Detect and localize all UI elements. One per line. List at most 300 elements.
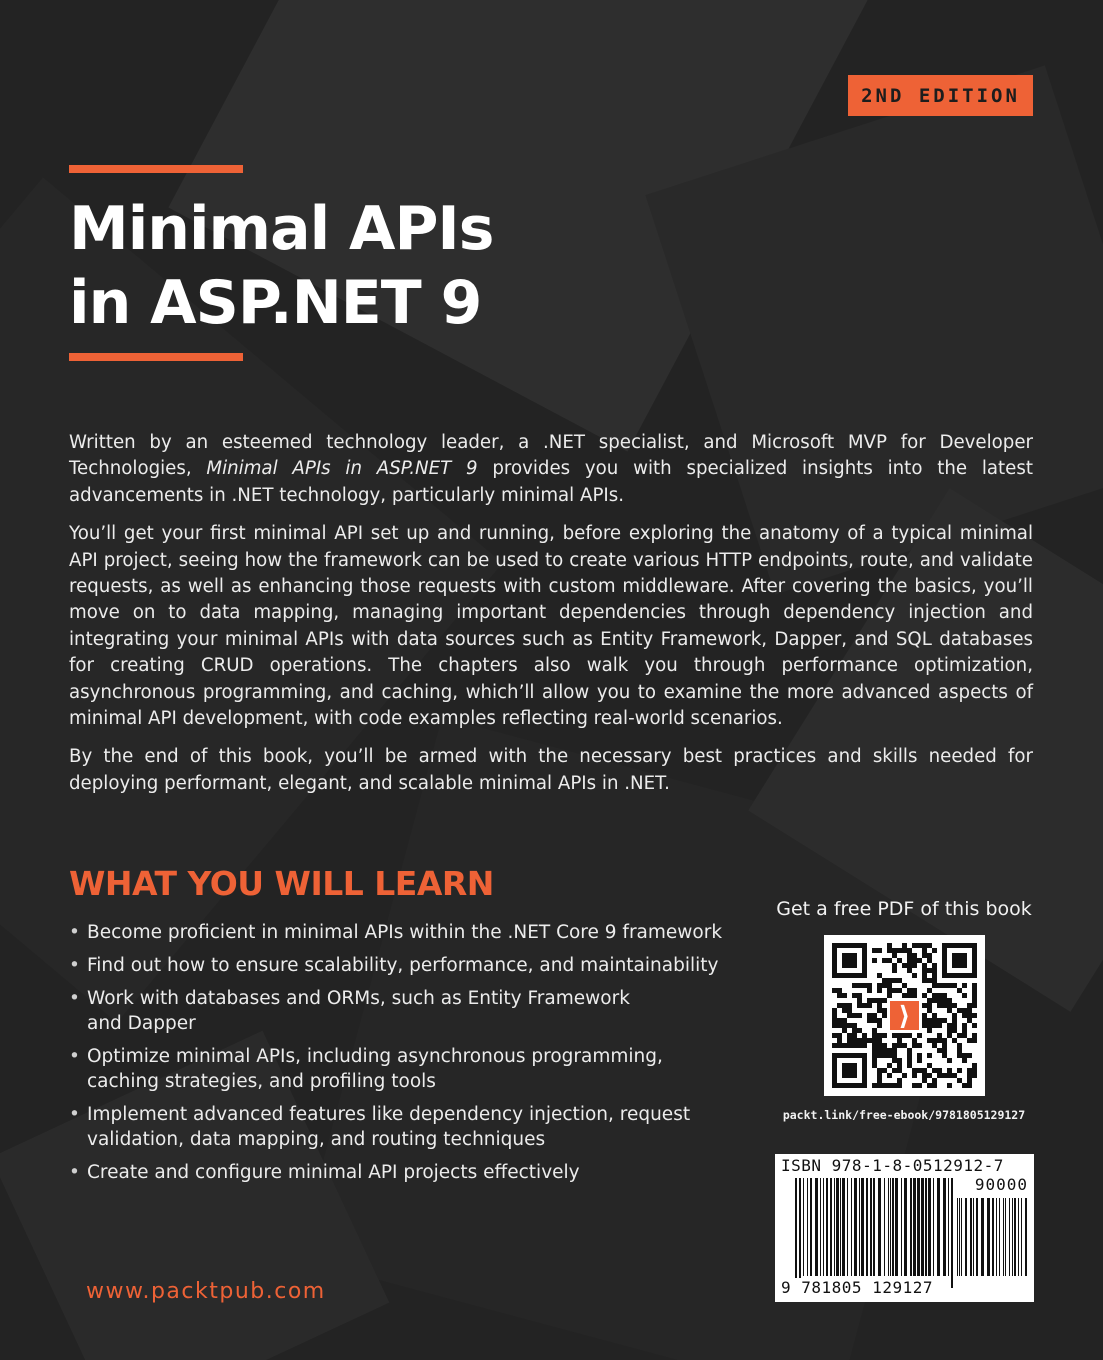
qr-module xyxy=(932,1083,937,1088)
qr-module xyxy=(942,1048,947,1053)
qr-module xyxy=(927,1008,932,1013)
title-line-1: Minimal APIs xyxy=(69,194,494,264)
bullet: • xyxy=(69,988,80,1009)
qr-module xyxy=(852,993,857,998)
qr-module xyxy=(927,1018,932,1023)
qr-module xyxy=(962,983,967,988)
qr-module xyxy=(877,1083,882,1088)
qr-module xyxy=(897,988,902,993)
barcode-bar xyxy=(933,1178,934,1276)
qr-module xyxy=(912,958,917,963)
qr-module xyxy=(892,953,897,958)
qr-module xyxy=(912,973,917,978)
barcode-bar xyxy=(943,1178,946,1276)
qr-module xyxy=(867,988,872,993)
qr-module xyxy=(872,1053,877,1058)
qr-module xyxy=(897,1038,902,1043)
barcode-bar xyxy=(826,1178,828,1276)
qr-module xyxy=(877,1048,882,1053)
qr-module xyxy=(832,1008,837,1013)
list-item: • Find out how to ensure scalability, performance, and maintainability xyxy=(69,955,719,976)
qr-module xyxy=(882,1043,887,1048)
barcode-bar xyxy=(866,1178,868,1276)
qr-module xyxy=(842,1023,847,1028)
qr-module xyxy=(952,1003,957,1008)
packt-logo-glyph: ⟩ xyxy=(898,1001,911,1032)
qr-module xyxy=(962,993,967,998)
qr-module xyxy=(957,1043,962,1048)
barcode-bar xyxy=(996,1198,997,1276)
qr-module xyxy=(907,1048,912,1053)
qr-module xyxy=(922,1023,927,1028)
qr-module xyxy=(947,1083,952,1088)
qr-module xyxy=(832,1023,837,1028)
qr-module xyxy=(927,968,932,973)
qr-module xyxy=(912,988,917,993)
barcode-bar xyxy=(921,1178,924,1276)
qr-module xyxy=(912,1068,917,1073)
barcode-bar xyxy=(948,1178,949,1276)
qr-module xyxy=(972,1068,977,1073)
qr-module xyxy=(832,1018,837,1023)
book-title-italic: Minimal APIs in ASP.NET 9 xyxy=(206,458,478,480)
qr-module xyxy=(952,1018,957,1023)
barcode-bar xyxy=(1005,1198,1006,1276)
barcode-guard xyxy=(951,1178,953,1288)
barcode-bar xyxy=(870,1178,872,1276)
qr-module xyxy=(897,948,902,953)
barcode-bar xyxy=(917,1178,920,1276)
qr-module xyxy=(887,1063,892,1068)
barcode-bar xyxy=(847,1178,848,1276)
qr-module xyxy=(877,1018,882,1023)
qr-module xyxy=(912,1083,917,1088)
qr-module xyxy=(902,983,907,988)
qr-module xyxy=(937,1048,942,1053)
bullet: • xyxy=(69,1104,80,1125)
qr-module xyxy=(882,978,887,983)
qr-module xyxy=(927,988,932,993)
qr-module xyxy=(877,1053,882,1058)
qr-module xyxy=(937,1018,942,1023)
qr-module xyxy=(887,943,892,948)
qr-module xyxy=(877,1033,882,1038)
qr-module xyxy=(882,1053,887,1058)
qr-module xyxy=(917,1043,922,1048)
qr-module xyxy=(867,1018,872,1023)
barcode-bar xyxy=(1009,1198,1010,1276)
qr-module xyxy=(892,978,897,983)
book-title xyxy=(69,192,493,340)
qr-module xyxy=(952,1038,957,1043)
qr-module xyxy=(922,1073,927,1078)
bullet: • xyxy=(69,1046,80,1067)
qr-module xyxy=(912,1043,917,1048)
barcode-bar xyxy=(820,1178,821,1276)
qr-module xyxy=(877,983,882,988)
qr-module xyxy=(867,1003,872,1008)
qr-module xyxy=(967,1013,972,1018)
list-item: • Work with databases and ORMs, such as Entity Framework and Dapper xyxy=(69,988,630,1034)
qr-module xyxy=(897,1078,902,1083)
qr-module xyxy=(967,1083,972,1088)
barcode-guard xyxy=(799,1178,801,1288)
qr-module xyxy=(837,1038,842,1043)
qr-module xyxy=(902,963,907,968)
qr-module xyxy=(862,1033,867,1038)
qr-module xyxy=(887,983,892,988)
qr-module xyxy=(957,1053,962,1058)
barcode-bar xyxy=(1012,1198,1013,1276)
qr-module xyxy=(897,1033,902,1038)
qr-module xyxy=(897,1058,902,1063)
qr-module xyxy=(872,948,877,953)
barcode-bar xyxy=(904,1178,907,1276)
qr-module xyxy=(857,983,862,988)
qr-module xyxy=(912,943,917,948)
qr-module xyxy=(942,1073,947,1078)
qr-module xyxy=(942,1053,947,1058)
qr-module xyxy=(872,1028,877,1033)
qr-module xyxy=(957,1008,962,1013)
barcode-bar xyxy=(884,1178,885,1276)
qr-module xyxy=(872,1058,877,1063)
qr-module xyxy=(932,973,937,978)
qr-module xyxy=(852,1038,857,1043)
qr-module xyxy=(962,1083,967,1088)
qr-module xyxy=(927,953,932,958)
description-paragraph-2: You’ll get your first minimal API set up and running, before exploring the anatomy of a typical minimal API project, seeing how the framework can be used to create various HTTP endpoints, route, and validate requests, as well as enhancing those requests with custom middleware. After covering the basics, you’ll move on to data mapping, managing important dependencies through dependency injection and integrating your minimal APIs with data sources such as Entity Framework, Dapper, and SQL databases for creating CRUD operations. The chapters also walk you through performance optimization, asynchronous programming, and caching, which’ll allow you to examine the more advanced aspects of minimal API development, with code examples reflecting real-world scenarios. xyxy=(69,523,1033,730)
qr-finder-inner xyxy=(952,953,967,968)
qr-module xyxy=(902,943,907,948)
qr-module xyxy=(887,948,892,953)
qr-module xyxy=(932,1038,937,1043)
qr-module xyxy=(957,988,962,993)
barcode-bar xyxy=(959,1198,960,1276)
qr-module xyxy=(972,983,977,988)
qr-module xyxy=(897,978,902,983)
qr-module xyxy=(877,998,882,1003)
barcode-bar xyxy=(973,1198,974,1276)
qr-module xyxy=(837,1023,842,1028)
qr-module xyxy=(972,998,977,1003)
qr-module xyxy=(907,1053,912,1058)
qr-module xyxy=(842,1043,847,1048)
qr-module xyxy=(892,948,897,953)
barcode-bar xyxy=(910,1178,912,1276)
qr-module xyxy=(887,1048,892,1053)
qr-module xyxy=(962,1053,967,1058)
qr-module xyxy=(882,1083,887,1088)
qr-module xyxy=(852,1028,857,1033)
qr-module xyxy=(887,1053,892,1058)
qr-module xyxy=(952,1013,957,1018)
qr-module xyxy=(947,998,952,1003)
barcode-bar xyxy=(873,1178,875,1276)
qr-module xyxy=(922,1078,927,1083)
qr-module xyxy=(922,978,927,983)
barcode-bar xyxy=(981,1198,984,1276)
qr-code-image xyxy=(824,935,985,1096)
qr-module xyxy=(932,968,937,973)
edition-badge: 2ND EDITION xyxy=(848,75,1033,116)
qr-module xyxy=(892,1068,897,1073)
qr-module xyxy=(867,1038,872,1043)
qr-module xyxy=(837,1033,842,1038)
qr-module xyxy=(892,1083,897,1088)
barcode-bar xyxy=(823,1178,824,1276)
qr-module xyxy=(937,993,942,998)
qr-module xyxy=(947,1068,952,1073)
qr-module xyxy=(872,1048,877,1053)
qr-module xyxy=(957,1068,962,1073)
barcode-bar xyxy=(992,1198,994,1276)
barcode-bar xyxy=(961,1198,962,1276)
qr-module xyxy=(887,978,892,983)
qr-module xyxy=(877,1078,882,1083)
list-item: • Create and configure minimal API projects effectively xyxy=(69,1162,580,1183)
list-item: • Become proficient in minimal APIs within the .NET Core 9 framework xyxy=(69,922,723,943)
qr-module xyxy=(957,1048,962,1053)
qr-module xyxy=(927,1028,932,1033)
qr-module xyxy=(867,1013,872,1018)
qr-module xyxy=(972,1003,977,1008)
qr-module xyxy=(932,1043,937,1048)
qr-module xyxy=(877,1043,882,1048)
qr-module xyxy=(932,963,937,968)
qr-module xyxy=(922,953,927,958)
barcode-bar xyxy=(1018,1198,1019,1276)
qr-module xyxy=(927,1003,932,1008)
qr-module xyxy=(892,1033,897,1038)
qr-module xyxy=(877,973,882,978)
qr-module xyxy=(947,1028,952,1033)
qr-module xyxy=(917,958,922,963)
qr-module xyxy=(872,1083,877,1088)
qr-module xyxy=(902,1043,907,1048)
qr-module xyxy=(952,1028,957,1033)
qr-module xyxy=(912,993,917,998)
qr-module xyxy=(872,998,877,1003)
qr-module xyxy=(917,1053,922,1058)
qr-module xyxy=(832,1013,837,1018)
qr-module xyxy=(972,1038,977,1043)
qr-module xyxy=(937,1073,942,1078)
qr-module xyxy=(907,948,912,953)
learn-list xyxy=(69,920,749,1193)
qr-module xyxy=(857,993,862,998)
qr-module xyxy=(847,1033,852,1038)
barcode-bar xyxy=(1003,1198,1004,1276)
qr-module xyxy=(872,1063,877,1068)
barcode-bar xyxy=(878,1178,881,1276)
bullet: • xyxy=(69,922,80,943)
qr-module xyxy=(907,958,912,963)
qr-module xyxy=(922,1013,927,1018)
qr-module xyxy=(927,1073,932,1078)
qr-module xyxy=(942,1018,947,1023)
barcode-bar xyxy=(976,1198,978,1276)
qr-module xyxy=(837,1003,842,1008)
qr-module xyxy=(972,1013,977,1018)
qr-module xyxy=(902,1073,907,1078)
qr-module xyxy=(932,1018,937,1023)
qr-module xyxy=(927,958,932,963)
qr-module xyxy=(877,1038,882,1043)
qr-module xyxy=(947,1073,952,1078)
publisher-website[interactable]: www.packtpub.com xyxy=(86,1279,326,1304)
qr-module xyxy=(897,958,902,963)
qr-module xyxy=(952,1073,957,1078)
barcode-bar xyxy=(803,1178,804,1276)
qr-module xyxy=(907,993,912,998)
qr-module xyxy=(932,948,937,953)
qr-module xyxy=(847,1003,852,1008)
list-item: • Optimize minimal APIs, including asynchronous programming, caching strategies, and profiling tools xyxy=(69,1046,663,1092)
qr-module xyxy=(872,1033,877,1038)
qr-module xyxy=(947,1008,952,1013)
qr-module xyxy=(967,1073,972,1078)
barcode-bar xyxy=(957,1198,958,1276)
qr-module xyxy=(892,963,897,968)
qr-module xyxy=(957,1033,962,1038)
qr-module xyxy=(847,1038,852,1043)
qr-module xyxy=(857,1013,862,1018)
qr-module xyxy=(967,1078,972,1083)
qr-module xyxy=(882,1068,887,1073)
barcode-bar xyxy=(928,1178,931,1276)
qr-module xyxy=(972,988,977,993)
qr-module xyxy=(972,1063,977,1068)
barcode-bar xyxy=(836,1178,839,1276)
qr-module xyxy=(862,1003,867,1008)
qr-module xyxy=(932,993,937,998)
qr-module xyxy=(927,1038,932,1043)
qr-module xyxy=(877,988,882,993)
qr-module xyxy=(922,963,927,968)
qr-module xyxy=(857,1043,862,1048)
qr-module xyxy=(887,958,892,963)
qr-module xyxy=(937,998,942,1003)
qr-module xyxy=(842,1028,847,1033)
qr-module xyxy=(907,1063,912,1068)
qr-module xyxy=(882,1048,887,1053)
qr-module xyxy=(917,1083,922,1088)
barcode-bar xyxy=(895,1178,898,1276)
qr-module xyxy=(967,1003,972,1008)
qr-module xyxy=(907,988,912,993)
qr-module xyxy=(897,1083,902,1088)
qr-module xyxy=(952,1023,957,1028)
qr-module xyxy=(862,1038,867,1043)
qr-module xyxy=(942,1038,947,1043)
qr-module xyxy=(867,998,872,1003)
qr-module xyxy=(857,1038,862,1043)
barcode-bar xyxy=(1021,1198,1022,1276)
qr-module xyxy=(882,958,887,963)
qr-module xyxy=(897,1063,902,1068)
qr-module xyxy=(877,1023,882,1028)
qr-module xyxy=(937,1033,942,1038)
qr-module xyxy=(872,1013,877,1018)
qr-module xyxy=(962,1033,967,1038)
qr-module xyxy=(872,1043,877,1048)
qr-module xyxy=(882,983,887,988)
qr-module xyxy=(917,1033,922,1038)
barcode-bar xyxy=(815,1178,818,1276)
barcode-bar xyxy=(965,1198,967,1276)
description-paragraph-3: By the end of this book, you’ll be armed with the necessary best practices and skills needed for deploying performant, elegant, and scalable minimal APIs in .NET. xyxy=(69,746,1033,794)
qr-module xyxy=(932,983,937,988)
qr-module xyxy=(942,1043,947,1048)
qr-module xyxy=(877,1003,882,1008)
qr-module xyxy=(972,993,977,998)
qr-finder-inner xyxy=(842,953,857,968)
qr-module xyxy=(962,1028,967,1033)
free-ebook-link[interactable]: packt.link/free-ebook/9781805129127 xyxy=(782,1108,1026,1122)
qr-module xyxy=(852,983,857,988)
barcode-bar xyxy=(892,1178,894,1276)
barcode-bar xyxy=(970,1198,972,1276)
qr-module xyxy=(887,993,892,998)
qr-module xyxy=(967,1053,972,1058)
learn-heading: WHAT YOU WILL LEARN xyxy=(69,864,494,903)
qr-module xyxy=(922,948,927,953)
qr-module xyxy=(847,1013,852,1018)
price-code: 90000 xyxy=(974,1175,1028,1194)
qr-module xyxy=(937,1003,942,1008)
qr-module xyxy=(942,993,947,998)
qr-module xyxy=(857,1003,862,1008)
qr-module xyxy=(957,1078,962,1083)
qr-module xyxy=(962,1023,967,1028)
qr-module xyxy=(937,983,942,988)
qr-module xyxy=(947,1058,952,1063)
qr-module xyxy=(837,993,842,998)
qr-module xyxy=(927,943,932,948)
bullet: • xyxy=(69,1162,80,1183)
qr-module xyxy=(902,1033,907,1038)
qr-code[interactable] xyxy=(824,935,985,1096)
qr-module xyxy=(947,1023,952,1028)
qr-module xyxy=(882,1013,887,1018)
qr-module xyxy=(932,1013,937,1018)
qr-module xyxy=(962,1058,967,1063)
qr-module xyxy=(852,1043,857,1048)
qr-module xyxy=(882,998,887,1003)
qr-module xyxy=(902,948,907,953)
barcode-bar xyxy=(1025,1198,1027,1276)
free-pdf-label: Get a free PDF of this book xyxy=(776,898,1032,920)
qr-module xyxy=(912,963,917,968)
barcode-guard xyxy=(795,1178,797,1288)
qr-module xyxy=(842,1008,847,1013)
qr-module xyxy=(892,1048,897,1053)
qr-module xyxy=(887,1083,892,1088)
qr-module xyxy=(907,1058,912,1063)
description-paragraph-1: Written by an esteemed technology leader, a .NET specialist, and Microsoft MVP for Developer Technologies, Minimal APIs in ASP.NET 9 provides you with specialized insights into the latest advancements in .NET technology, particularly minimal APIs. xyxy=(69,432,1033,506)
barcode-bar xyxy=(854,1178,857,1276)
barcode-bar xyxy=(834,1178,835,1276)
qr-module xyxy=(862,983,867,988)
barcode-bar xyxy=(842,1178,845,1276)
qr-module xyxy=(832,1043,837,1048)
qr-module xyxy=(922,973,927,978)
qr-module xyxy=(892,1043,897,1048)
qr-module xyxy=(942,983,947,988)
qr-module xyxy=(907,1033,912,1038)
qr-module xyxy=(907,963,912,968)
